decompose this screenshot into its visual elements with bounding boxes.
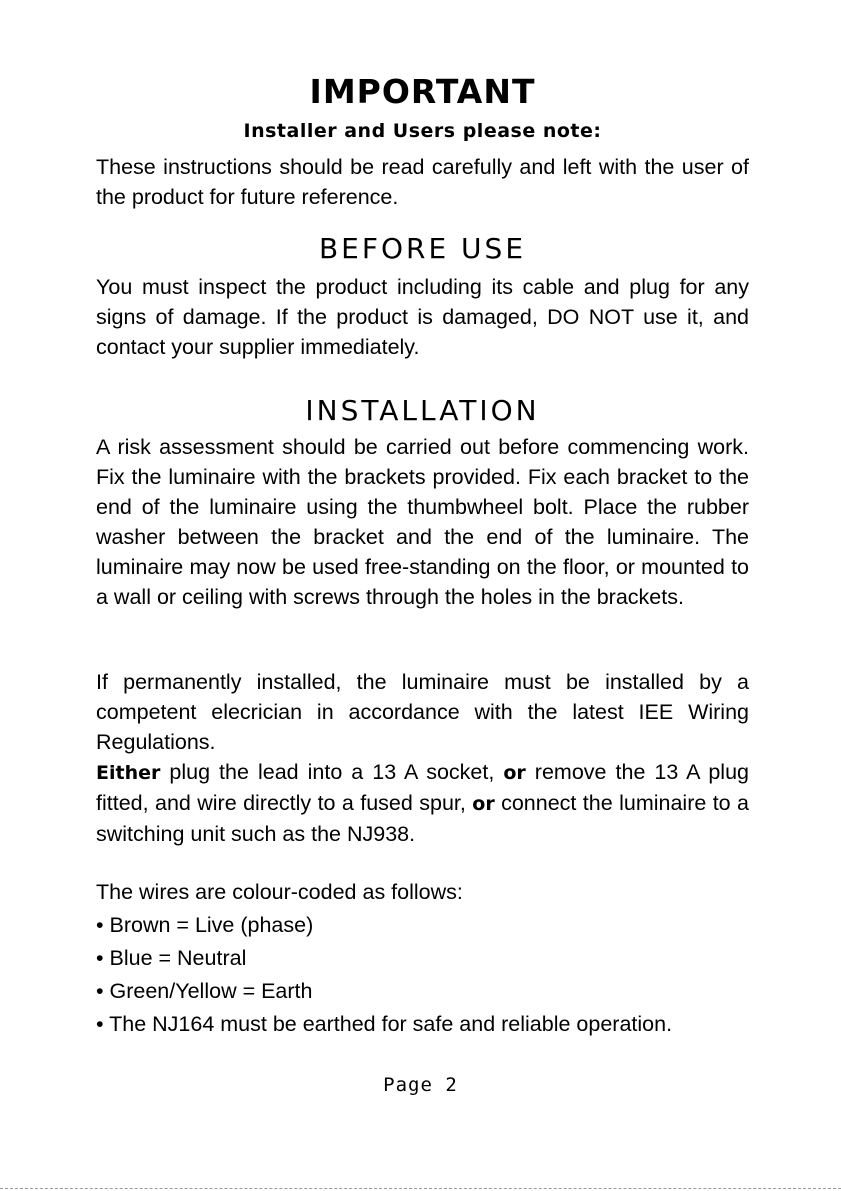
wires-intro: The wires are colour-coded as follows:: [96, 880, 463, 904]
page-edge-divider: [0, 1188, 841, 1189]
either-emphasis: Either: [96, 762, 161, 784]
before-use-heading: BEFORE USE: [318, 232, 527, 265]
earth-note: • The NJ164 must be earthed for safe and reliable operation.: [96, 1012, 673, 1036]
p3-text-c: connect the luminaire to a switching unit such as the NJ938.: [96, 791, 749, 846]
intro-paragraph: These instructions should be read carefully and left with the user of the product for future reference.: [96, 155, 749, 209]
or-emphasis-1: or: [503, 762, 526, 784]
page-title: IMPORTANT: [309, 72, 536, 111]
wire-item-brown: • Brown = Live (phase): [96, 913, 314, 937]
p3-text-b: remove the 13 A plug fitted, and wire directly to a fused spur,: [96, 760, 749, 815]
wire-item-blue: • Blue = Neutral: [96, 946, 247, 970]
wire-item-green-yellow: • Green/Yellow = Earth: [96, 979, 313, 1003]
page-subtitle: Installer and Users please note:: [243, 120, 602, 142]
installation-paragraph-1: A risk assessment should be carried out before commencing work. Fix the luminaire with the brackets provided. Fix each bracket to the end of the luminaire using the thumbwheel bolt. Place the rubber washer between the bracket and the end of the luminaire. The luminaire may now be used free-standing on the floor, or mounted to a wall or ceiling with screws through the holes in the brackets.: [96, 435, 749, 609]
or-emphasis-2: or: [472, 793, 495, 815]
before-use-paragraph: You must inspect the product including its cable and plug for any signs of damage. If the product is damaged, DO NOT use it, and contact your supplier immediately.: [96, 275, 749, 359]
installation-paragraph-3: [96, 757, 749, 849]
p3-text-a: plug the lead into a 13 A socket,: [160, 760, 504, 784]
page-number: Page 2: [383, 1074, 458, 1096]
installation-heading: INSTALLATION: [305, 394, 540, 427]
installation-paragraph-2: If permanently installed, the luminaire must be installed by a competent elecrician in accordance with the latest IEE Wiring Regulations.: [96, 670, 749, 754]
